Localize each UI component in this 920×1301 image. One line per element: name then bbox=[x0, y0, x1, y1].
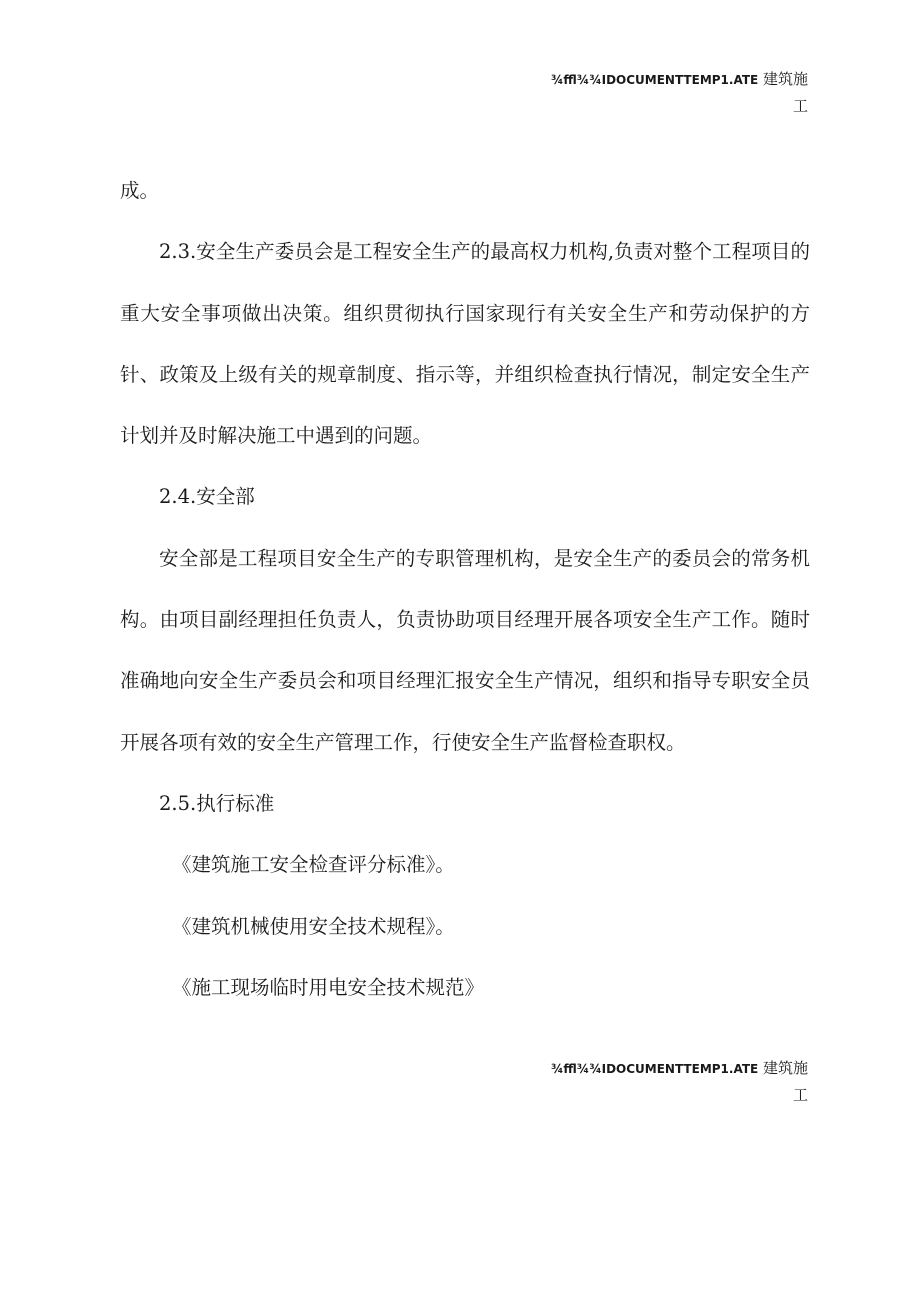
continuation-text: 成。 bbox=[120, 179, 160, 202]
document-body bbox=[120, 160, 810, 1018]
standard-item-2: 《建筑机械使用安全技术规程》。 bbox=[172, 914, 455, 938]
page-header bbox=[551, 66, 808, 119]
standard-item-1: 《建筑施工安全检查评分标准》。 bbox=[172, 853, 455, 877]
section-2-4-heading: 2.4.安全部 bbox=[159, 485, 255, 509]
section-2-4-paragraph: 安全部是工程项目安全生产的专职管理机构，是安全生产的委员会的常务机构。由项目副经理担任负责人，负责协助项目经理开展各项安全生产工作。随时准确地向安全生产委员会和项目经理汇报安全生产情况，组织和指导专职安全员开展各项有效的安全生产管理工作，行使安全生产监督检查职权。 bbox=[120, 546, 810, 754]
footer-title-part2: 工 bbox=[792, 1086, 808, 1104]
section-2-5-heading: 2.5.执行标准 bbox=[159, 791, 275, 815]
footer-document-code: ¾ffl¾¾IDOCUMENTTEMP1.ATE bbox=[550, 1062, 759, 1076]
header-title-part2: 工 bbox=[792, 97, 808, 115]
header-title-part1: 建筑施 bbox=[762, 70, 808, 88]
header-document-code: ¾ffl¾¾IDOCUMENTTEMP1.ATE bbox=[550, 73, 759, 87]
section-2-3-paragraph: 2.3.安全生产委员会是工程安全生产的最高权力机构,负责对整个工程项目的重大安全事项做出决策。组织贯彻执行国家现行有关安全生产和劳动保护的方针、政策及上级有关的规章制度、指示等，并组织检查执行情况，制定安全生产计划并及时解决施工中遇到的问题。 bbox=[120, 240, 810, 448]
standard-item-3: 《施工现场临时用电安全技术规范》 bbox=[172, 975, 485, 999]
page-footer bbox=[551, 1055, 808, 1108]
footer-title-part1: 建筑施 bbox=[762, 1059, 808, 1077]
